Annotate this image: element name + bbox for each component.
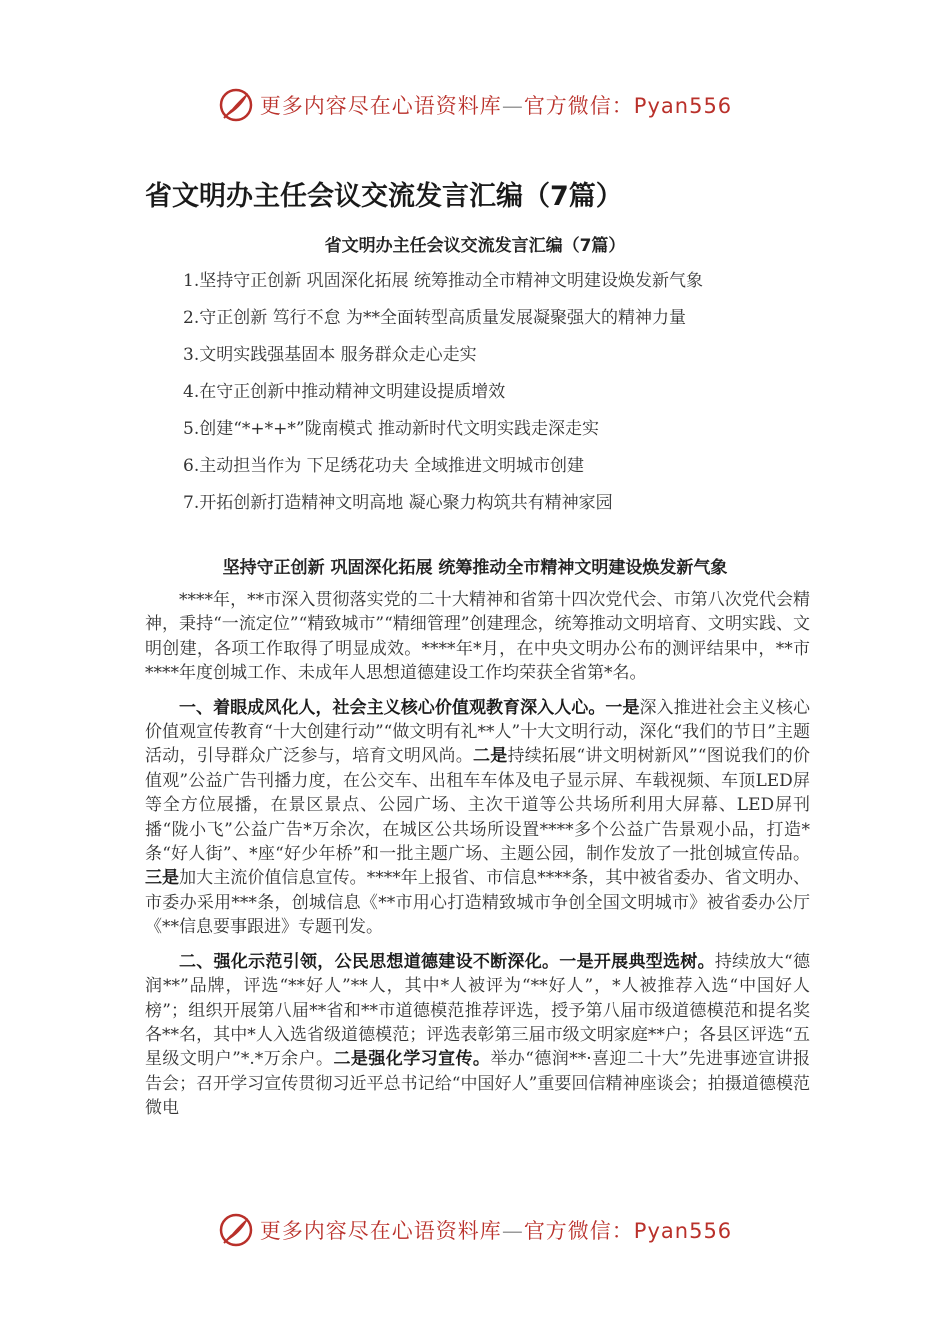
toc-item: 2.守正创新 笃行不怠 为**全面转型高质量发展凝聚强大的精神力量 [183,308,687,328]
toc-item: 5.创建“*+*+*”陇南模式 推动新时代文明实践走深走实 [183,419,599,439]
toc-item: 6.主动担当作为 下足绣花功夫 全域推进文明城市创建 [183,456,585,476]
point-text: 持续拓展“讲文明树新风”“图说我们的价值观”公益广告刊播力度，在公交车、出租车车体及电子显示屏、车载视频、车顶LED屏等全方位展播，在景区景点、公园广场、主次干道等公共场所利用大屏幕、LED屏刊播“陇小飞”公益广告*万余次，在城区公共场所设置****多个公益广告景观小品，打造*条“好人街”、*座“好少年桥”和一批主题广场、主题公园，制作发放了一批创城宣传品。 [145,746,811,865]
intro-paragraph: ****年，**市深入贯彻落实党的二十大精神和省第十四次党代会、市第八次党代会精神，秉持“一流定位”“精致城市”“精细管理”创建理念，统筹推动文明培育、文明实践、文明创建，各项工作取得了明显成效。****年*月，在中央文明办公布的测评结果中，**市****年度创城工作、未成年人思想道德建设工作均荣获全省第*名。 [145,590,810,684]
point-marker: 一是 [605,697,640,718]
point-marker: 二是 [472,746,508,767]
point-text: 持续放大“德润**”品牌，评选“**好人”**人，其中*人被评为“**好人”，*人被推荐入选“中国好人榜”；组织开展第八届**省和**市道德模范推荐评选，授予第八届市级道德模范和提名奖各**名，其中*人入选省级道德模范；评选表彰第三届市级文明家庭**户；各县区评选“五星级文明户”*.*万余户。 [145,951,810,1070]
paragraph-1 [145,696,810,940]
point-text: 加大主流价值信息宣传。****年上报省、市信息****条，其中被省委办、省文明办、市委办采用***条，创城信息《**市用心打造精致城市争创全国文明城市》被省委办公厅《**信息要事跟进》专题刊发。 [145,868,811,938]
toc-item: 7.开拓创新打造精神文明高地 凝心聚力构筑共有精神家园 [183,493,613,513]
toc-item: 1.坚持守正创新 巩固深化拓展 统筹推动全市精神文明建设焕发新气象 [183,271,704,291]
watermark-banner-bottom [0,1210,950,1250]
watermark-text: 更多内容尽在心语资料库—官方微信：Pyan556 [259,94,733,118]
point-marker: 三是 [145,868,180,889]
paragraph-2 [145,950,810,1121]
watermark-text: 更多内容尽在心语资料库—官方微信：Pyan556 [259,1219,733,1243]
table-of-contents [183,268,703,527]
section-title: 坚持守正创新 巩固深化拓展 统筹推动全市精神文明建设焕发新气象 [222,558,728,578]
paragraph-1-heading: 一、着眼成风化人，社会主义核心价值观教育深入人心。 [179,697,606,718]
document-title: 省文明办主任会议交流发言汇编（7篇） [145,181,623,212]
point-text: 深入推进社会主义核心价值观宣传教育“十大创建行动”“做文明有礼**人”十大文明行动，深化“我们的节日”主题活动，引导群众广泛参与，培育文明风尚。 [145,697,811,767]
toc-item: 3.文明实践强基固本 服务群众走心走实 [183,345,477,365]
toc-item: 4.在守正创新中推动精神文明建设提质增效 [183,382,506,402]
point-text: 举办“德润**·喜迎二十大”先进事迹宣讲报告会；召开学习宣传贯彻习近平总书记给“中国好人”重要回信精神座谈会；拍摄道德模范微电 [145,1049,810,1119]
paragraph-2-heading: 二、强化示范引领，公民思想道德建设不断深化。 [179,951,560,972]
document-subtitle: 省文明办主任会议交流发言汇编（7篇） [324,236,626,256]
quill-logo-icon [218,87,254,123]
point-marker: 一是开展典型选树。 [559,951,715,972]
point-marker: 二是强化学习宣传。 [333,1049,491,1070]
quill-logo-icon [218,1212,254,1248]
watermark-banner-top [0,85,950,125]
article-body [145,588,810,1131]
